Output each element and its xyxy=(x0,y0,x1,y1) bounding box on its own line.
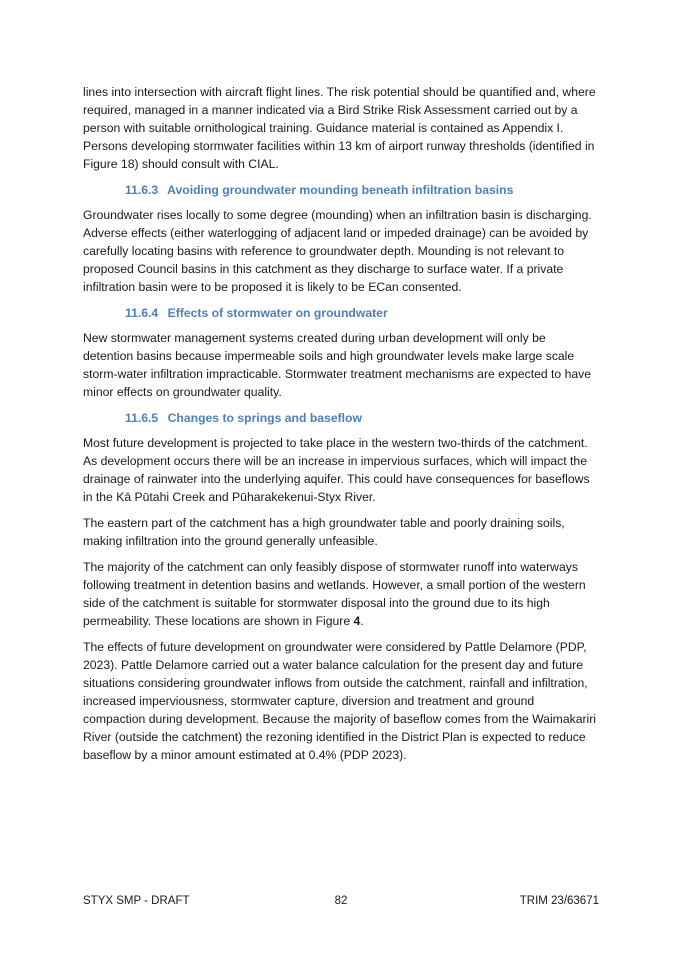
paragraph-end: . xyxy=(360,614,364,628)
body-paragraph: The eastern part of the catchment has a high groundwater table and poorly draining soils, making infiltration into the ground generally unfeasible. xyxy=(83,516,565,548)
paragraph-text: The majority of the catchment can only feasibly dispose of stormwater runoff into waterways following treatment in detention basins and wetlands. However, a small portion of the western side of the catchment is suitable for stormwater disposal into the ground due to its high permeability. These locations are shown in Figure xyxy=(83,560,586,628)
body-paragraph: Groundwater rises locally to some degree (mounding) when an infiltration basin is discharging. Adverse effects (either waterlogging of adjacent land or impeded drainage) can be avoided by carefully locating basins with reference to groundwater depth. Mounding is not relevant to proposed Council basins in this catchment as they discharge to surface water. If a private infiltration basin were to be proposed it is likely to be ECan consented. xyxy=(83,208,592,294)
section-heading-11-6-5 xyxy=(83,409,599,427)
section-heading-11-6-4 xyxy=(83,304,599,322)
figure-reference: 4 xyxy=(353,614,361,628)
footer-page-number: 82 xyxy=(334,895,348,907)
body-paragraph: The effects of future development on groundwater were considered by Pattle Delamore (PDP, 2023). Pattle Delamore carried out a water balance calculation for the present day and future situations considering groundwater inflows from outside the catchment, rainfall and infiltration, increased imperviousness, stormwater capture, diversion and treatment and ground compaction during development. Because the majority of baseflow comes from the Waimakariri River (outside the catchment) the rezoning identified in the District Plan is expected to reduce baseflow by a minor amount estimated at 0.4% (PDP 2023). xyxy=(83,640,597,762)
body-paragraph xyxy=(83,558,599,630)
body-paragraph: New stormwater management systems created during urban development will only be detention basins because impermeable soils and high groundwater levels make large scale storm-water infiltration impracticable. Stormwater treatment mechanisms are expected to have minor effects on groundwater quality. xyxy=(83,331,592,399)
body-paragraph: Most future development is projected to take place in the western two-thirds of the catchment. As development occurs there will be an increase in impervious surfaces, which will impact the drainage of rainwater into the underlying aquifer. This could have consequences for baseflows in the Kā Pūtahi Creek and Pūharakekenui-Styx River. xyxy=(83,436,590,504)
section-number: 11.6.4 xyxy=(125,306,159,320)
page-body xyxy=(83,83,599,772)
intro-paragraph: lines into intersection with aircraft flight lines. The risk potential should be quantified and, where required, managed in a manner indicated via a Bird Strike Risk Assessment carried out by a person with suitable ornithological training. Guidance material is contained as Appendix I. Persons developing stormwater facilities within 13 km of airport runway thresholds (identified in Figure 18) should consult with CIAL. xyxy=(83,85,596,171)
footer-trim-reference: TRIM 23/63671 xyxy=(519,895,599,907)
footer-document-label: STYX SMP - DRAFT xyxy=(83,895,190,907)
section-title: Effects of stormwater on groundwater xyxy=(167,306,388,320)
section-number: 11.6.3 xyxy=(125,183,159,197)
section-title: Changes to springs and baseflow xyxy=(167,411,362,425)
section-title: Avoiding groundwater mounding beneath infiltration basins xyxy=(167,183,514,197)
page-footer xyxy=(83,893,599,909)
section-number: 11.6.5 xyxy=(125,411,159,425)
section-heading-11-6-3 xyxy=(83,181,599,199)
